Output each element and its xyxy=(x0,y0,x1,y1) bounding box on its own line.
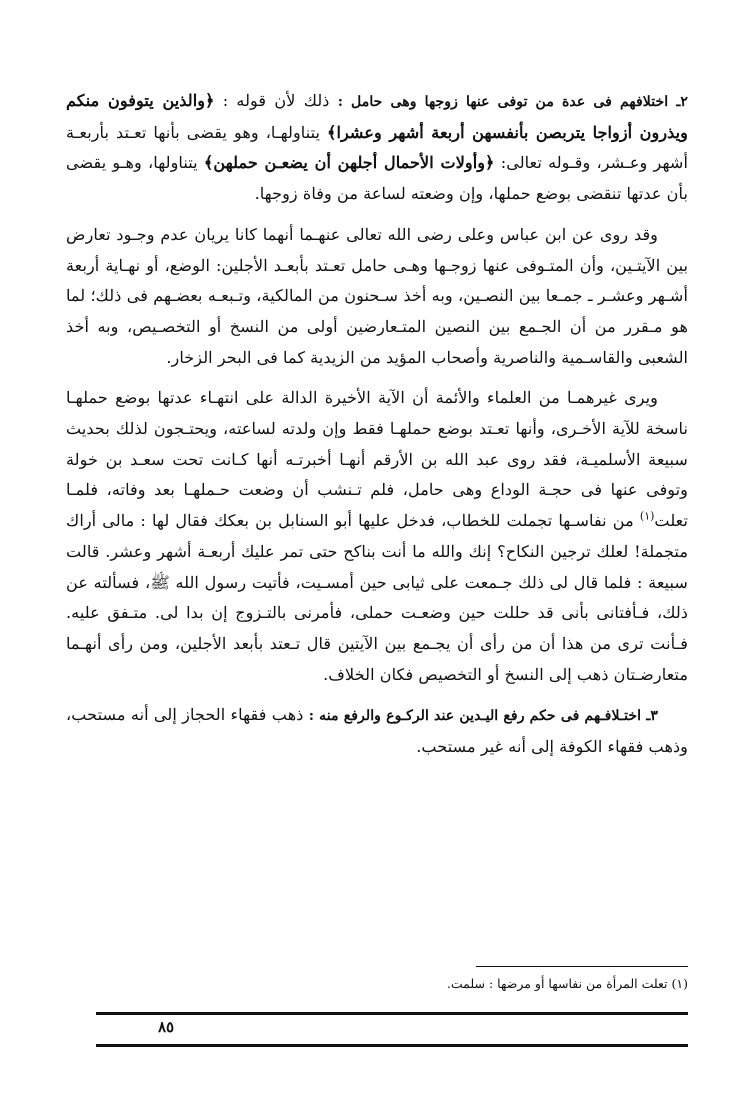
quran-verse-2: ﴿وأولات الأحمال أجلهن أن يضعـن حملهن﴾ xyxy=(203,153,495,173)
section-2-paragraph xyxy=(66,86,688,210)
section-3-paragraph xyxy=(66,700,688,762)
footnote: (١) تعلت المرأة من نفاسها أو مرضها : سلمت. xyxy=(446,976,688,991)
paragraph-subaia-hadith xyxy=(66,383,688,690)
paragraph-subaia-part-2: من نفاسـها تجملت للخطاب، فدخل عليها أبو السنابل بن بعكك فقال لها : مالى أراك متجملة! لعلك ترجين النكاح؟ إنك والله ما أنت بناكح حتى تمر عليك أربعـة أشهر وعشر. قالت سبيعة : فلما قال لى ذلك جـمعت على ثيابى حين أمسـيت، فأتيت رسول الله ﷺ، فسألته عن ذلك، فـأفتانى بأنى قد حللت حين وضعـت حملى، فأمرنى بالتـزوج إن بدا لى. متـفق عليه. فـأنت ترى من هذا أن من رأى أن يجـمع بين الآيتين قال تـعتد بأبعد الأجلين، ومن رأى أنهـما متعارضـتان ذهب إلى النسخ أو التخصيص فكان الخلاف. xyxy=(66,511,688,684)
section-2-heading: ٢ـ اختلافهم فى عدة من توفى عنها زوجها وهى حامل : xyxy=(337,94,688,110)
footnote-separator xyxy=(476,966,688,967)
section-3-text: ذهب فقهاء الحجاز إلى أنه مستحب، وذهب فقهاء الكوفة إلى أنه غير مستحب. xyxy=(66,705,688,757)
page-number: ٨٥ xyxy=(157,1018,175,1036)
page-body xyxy=(66,86,688,763)
paragraph-subaia-part-1: ويرى غيرهمـا من العلماء والأئمة أن الآية الأخيرة الدالة على انتهـاء عدتها بوضع حملهـا ناسخة للآية الأخـرى، وأنها تعـتد بوضع حملهـا فقط وإن ولدته لساعته، ويحتـجون لذلك بحديث سبيعة الأسلميـة، فقد روى عبد الله بن الأرقم أنهـا أخبرتـه أنها كـانت تحت سعـد بن خولة وتوفى عنها فى حجـة الوداع وهى حامل، فلم تـنشب أن وضعت حـملهـا بعد وفاته، فلمـا تعلت xyxy=(66,388,688,531)
quran-verse-1: ﴿والذين يتوفون منكم ويذرون أزواجا يتربصن بأنفسهن أربعة أشهر وعشرا﴾ xyxy=(66,91,688,142)
footer-rule-bottom xyxy=(96,1044,688,1047)
paragraph-ibn-abbas: وقد روى عن ابن عباس وعلى رضى الله تعالى عنهـما أنهما كانا يريان عدم وجـود تعارض بين الآيتـين، وأن المتـوفى عنها زوجـها وهـى حامل تعـتد بأبعـد الأجلين: الوضع، أو نهـاية أربعة أشـهر وعشـر ـ جمـعا بين النصـين، وبه أخذ سـحنون من المالكية، وتـبعـه بعضـهم فى ذلك؛ لما هو مـقرر من أن الجـمع بين النصين المتـعارضين أولى من النسخ أو التخصـيص، وبه أخذ الشعبى والقاسـمية والناصرية وأصحاب المؤيد من الزيدية كما فى البحر الزخار. xyxy=(66,224,688,367)
section-2-end: يتناولها، وهـو يقضى بأن عدتها تنقضى بوضع حملها، وإن وضعته لساعة من وفاة زوجها. xyxy=(66,153,688,204)
section-2-mid: يتناولهـا، وهو يقضى بأنها تعـتد بأربعـة أشهر وعـشر، وقـوله تعالى: xyxy=(66,122,688,173)
section-3-heading: ٣ـ اختـلافـهم فى حكم رفع اليـدين عند الركـوع والرفع منه : xyxy=(308,708,658,725)
section-2-intro: ذلك لأن قوله : xyxy=(222,91,338,110)
footer-rule-top xyxy=(96,1012,688,1015)
footnote-reference: (١) xyxy=(639,509,655,523)
